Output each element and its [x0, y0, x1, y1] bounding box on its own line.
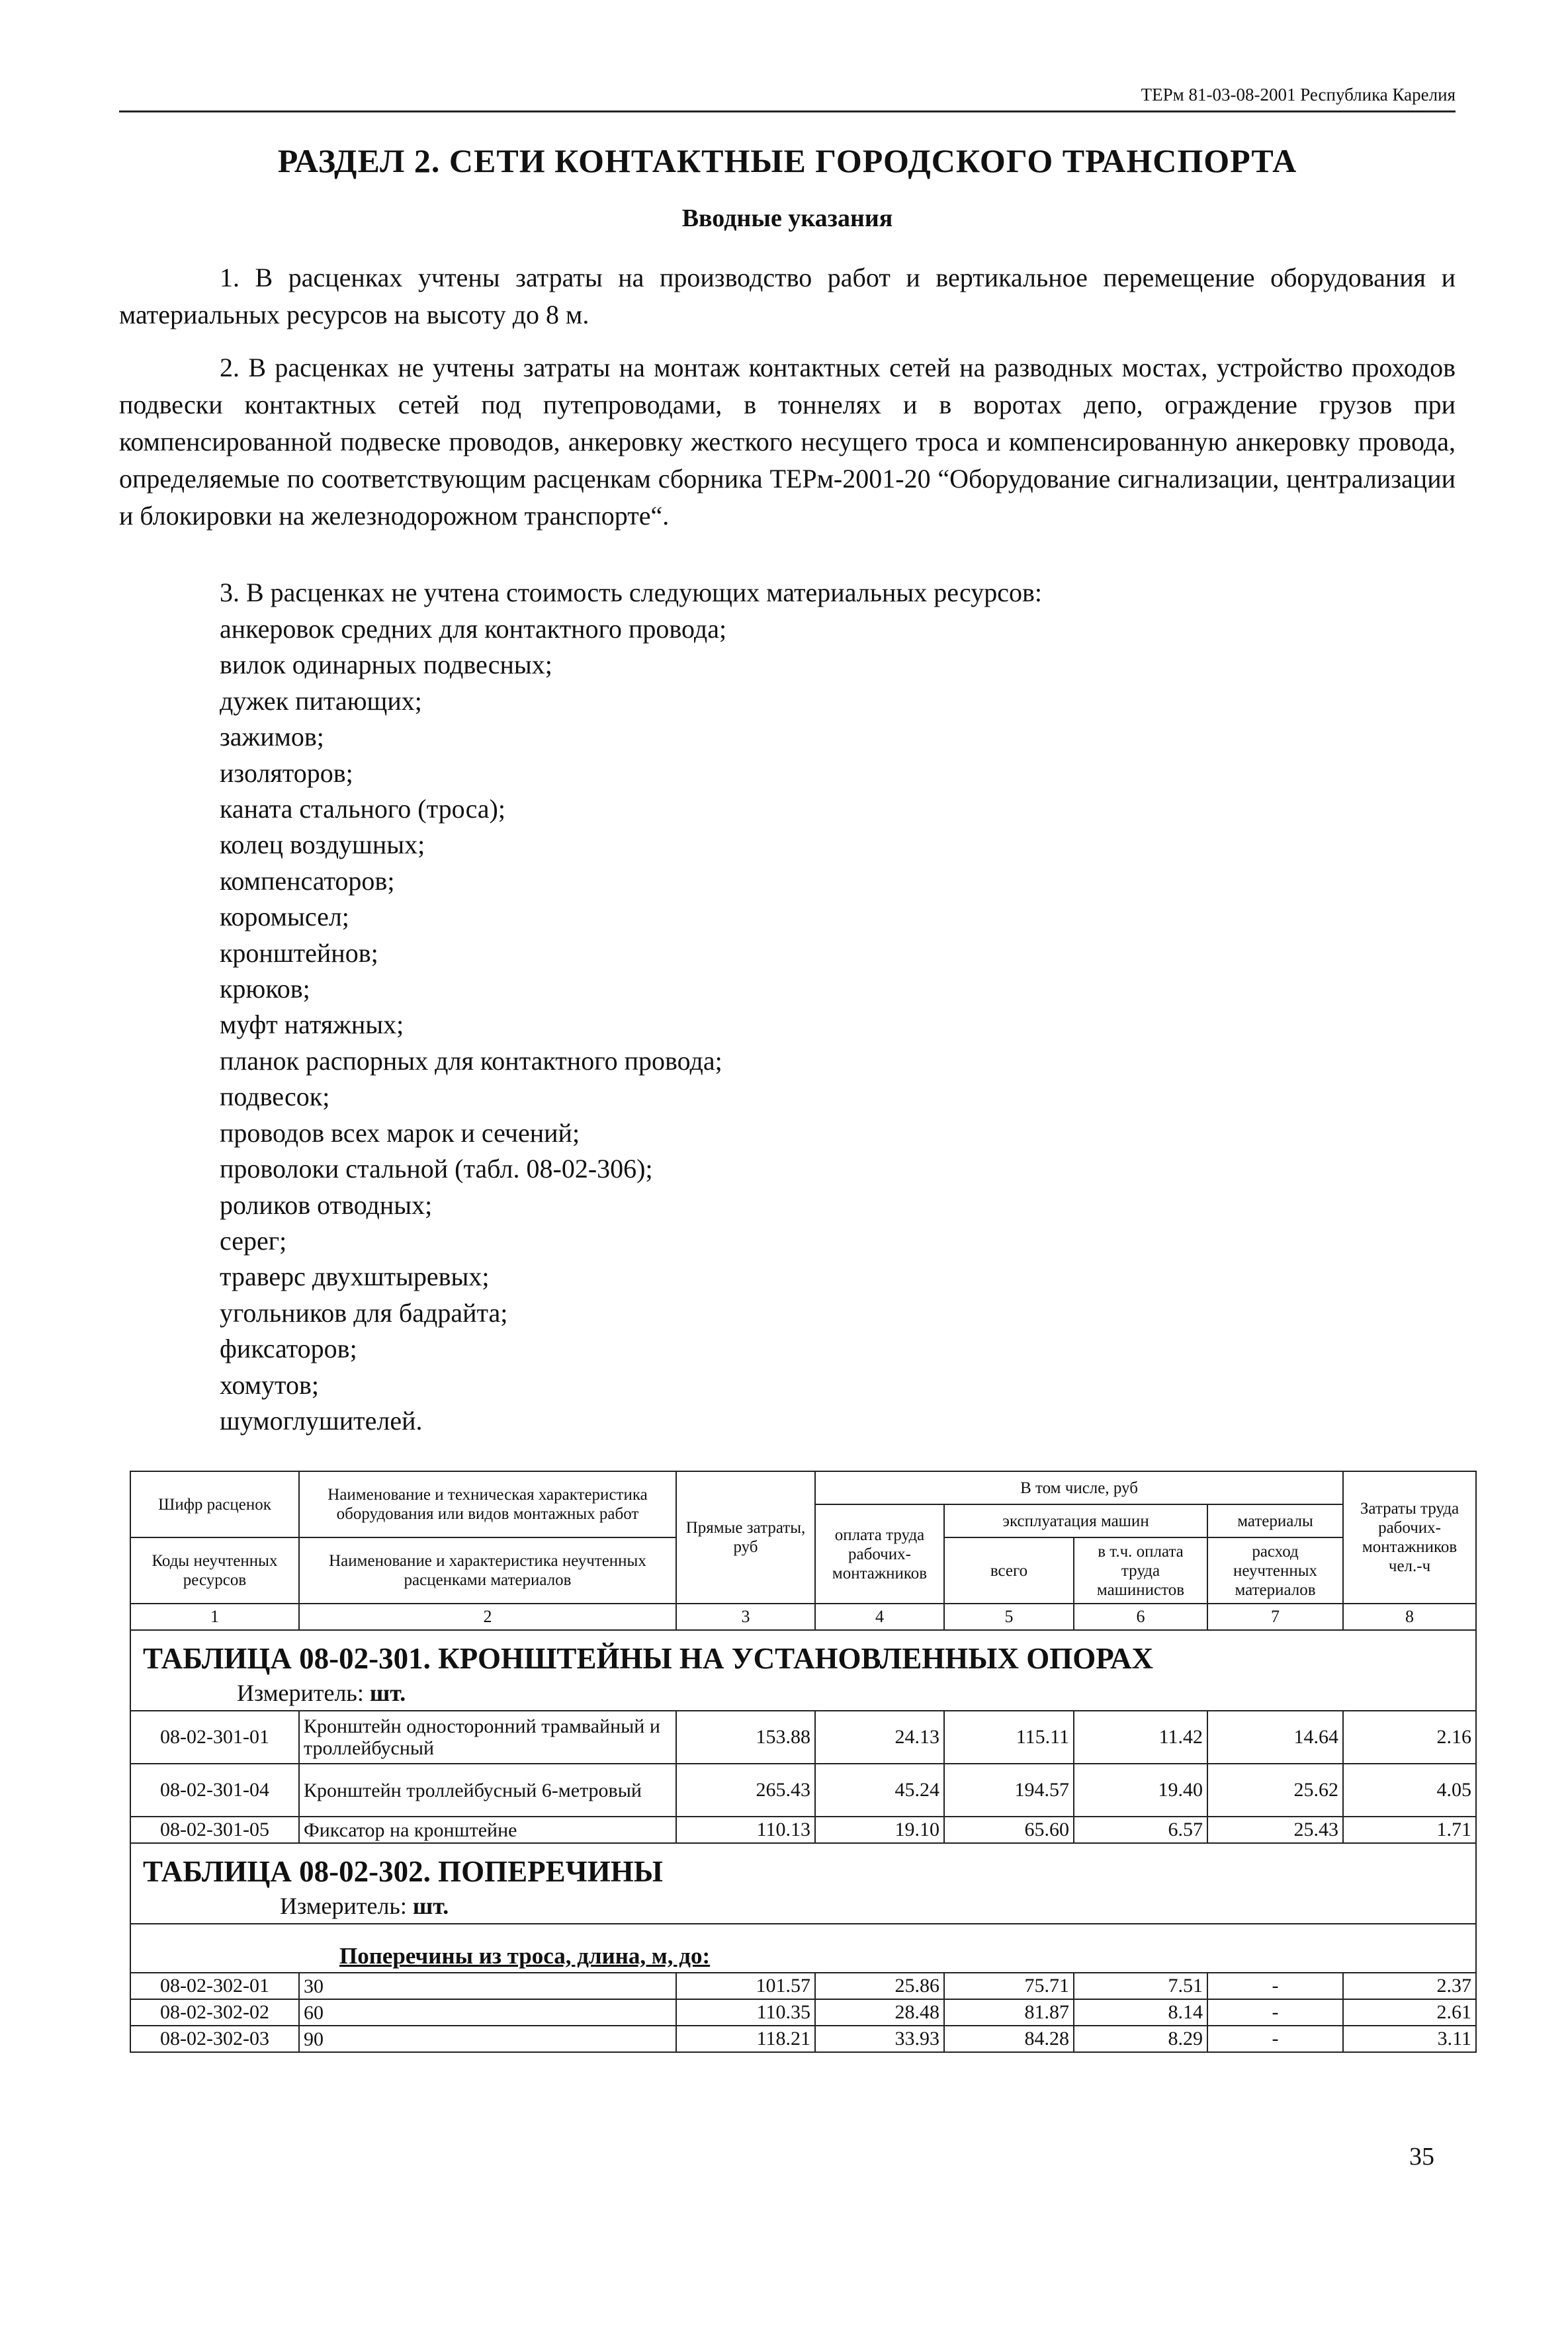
direct-costs: 265.43 — [676, 1764, 815, 1817]
list-item: вилок одинарных подвесных; — [220, 650, 552, 680]
header-materialy: материалы — [1207, 1504, 1343, 1537]
machines-total: 115.11 — [944, 1711, 1074, 1764]
machinists-pay: 8.14 — [1074, 1999, 1207, 2026]
running-header: ТЕРм 81-03-08-2001 Республика Карелия — [119, 85, 1456, 112]
rate-code: 08-02-301-01 — [130, 1711, 299, 1764]
list-item: серег; — [220, 1225, 287, 1256]
header-zatraty-truda: Затраты труда рабочих-монтажников чел.-ч — [1343, 1471, 1476, 1604]
machinists-pay: 6.57 — [1074, 1817, 1207, 1843]
rate-code: 08-02-301-05 — [130, 1817, 299, 1843]
rate-code: 08-02-301-04 — [130, 1764, 299, 1817]
header-oplata-mashinistov: в т.ч. оплата труда машинистов — [1074, 1537, 1207, 1604]
column-number: 6 — [1074, 1604, 1207, 1630]
column-number: 1 — [130, 1604, 299, 1630]
materials-cost: 25.62 — [1207, 1764, 1343, 1817]
direct-costs: 153.88 — [676, 1711, 815, 1764]
machinists-pay: 7.51 — [1074, 1973, 1207, 1999]
header-ekspluatatsiya: эксплуатация машин — [944, 1504, 1207, 1537]
intro-heading: Вводные указания — [681, 204, 893, 232]
unaccounted-materials-list — [220, 611, 726, 1439]
table-row — [130, 2026, 1476, 2052]
materials-cost: - — [1207, 2026, 1343, 2052]
header-naimenovanie: Наименование и техническая характеристика оборудования или видов монтажных работ — [299, 1471, 676, 1537]
header-naimenovanie-materialov: Наименование и характеристика неучтенных расценками материалов — [299, 1537, 676, 1604]
list-item: каната стального (троса); — [220, 794, 505, 824]
header-oplata-truda: оплата труда рабочих-монтажников — [815, 1504, 944, 1604]
table-measure-08-02-301 — [130, 1677, 1476, 1711]
labor-pay: 28.48 — [815, 1999, 944, 2026]
rate-name: Кронштейн односторонний трамвайный и троллейбусный — [299, 1711, 676, 1764]
table-row — [130, 1999, 1476, 2026]
labor-hours: 2.61 — [1343, 1999, 1476, 2026]
rate-name: Кронштейн троллейбусный 6-метровый — [299, 1764, 676, 1817]
labor-hours: 2.16 — [1343, 1711, 1476, 1764]
list-item: шумоглушителей. — [220, 1405, 423, 1436]
measure-label: Измеритель: — [280, 1893, 407, 1919]
intro-paragraph-3: 3. В расценках не учтена стоимость следующих материальных ресурсов: — [220, 578, 1043, 607]
table-measure-08-02-302 — [130, 1890, 1476, 1924]
labor-hours: 4.05 — [1343, 1764, 1476, 1817]
header-vsego: всего — [944, 1537, 1074, 1604]
list-item: угольников для бадрайта; — [220, 1297, 508, 1328]
list-item: подвесок; — [220, 1082, 330, 1112]
list-item: зажимов; — [220, 722, 324, 752]
list-item: муфт натяжных; — [220, 1010, 404, 1040]
measure-unit: шт. — [369, 1680, 406, 1706]
column-number: 2 — [299, 1604, 676, 1630]
header-kody-resursov: Коды неучтенных ресурсов — [130, 1537, 299, 1604]
table-row — [130, 1711, 1476, 1764]
table-row — [130, 1973, 1476, 1999]
list-item: крюков; — [220, 974, 310, 1004]
list-item: проводов всех марок и сечений; — [220, 1117, 580, 1148]
table-subheading — [130, 1924, 1476, 1973]
column-number: 5 — [944, 1604, 1074, 1630]
header-v-tom-chisle: В том числе, руб — [815, 1471, 1343, 1504]
materials-cost: 14.64 — [1207, 1711, 1343, 1764]
rate-code: 08-02-302-02 — [130, 1999, 299, 2026]
machines-total: 65.60 — [944, 1817, 1074, 1843]
rate-name: 30 — [299, 1973, 676, 1999]
rate-name: 60 — [299, 1999, 676, 2026]
list-item: траверс двухштыревых; — [220, 1262, 490, 1292]
materials-cost: - — [1207, 1999, 1343, 2026]
intro-paragraph-1: 1. В расценках учтены затраты на производство работ и вертикальное перемещение оборудования и материальных ресурсов на высоту до 8 м. — [119, 263, 1456, 329]
table-title-08-02-302: ТАБЛИЦА 08-02-302. ПОПЕРЕЧИНЫ — [130, 1843, 1476, 1890]
list-item: компенсаторов; — [220, 865, 395, 896]
header-pryamye-zatraty: Прямые затраты, руб — [676, 1471, 815, 1604]
machines-total: 194.57 — [944, 1764, 1074, 1817]
labor-hours: 1.71 — [1343, 1817, 1476, 1843]
list-item: проволоки стальной (табл. 08-02-306); — [220, 1154, 653, 1184]
direct-costs: 118.21 — [676, 2026, 815, 2052]
list-item: дужек питающих; — [220, 685, 422, 716]
machines-total: 81.87 — [944, 1999, 1074, 2026]
list-item: планок распорных для контактного провода; — [220, 1045, 722, 1076]
list-item: коромысел; — [220, 902, 349, 932]
measure-unit: шт. — [412, 1893, 449, 1919]
labor-pay: 24.13 — [815, 1711, 944, 1764]
machinists-pay: 11.42 — [1074, 1711, 1207, 1764]
materials-cost: - — [1207, 1973, 1343, 1999]
machines-total: 75.71 — [944, 1973, 1074, 1999]
labor-pay: 45.24 — [815, 1764, 944, 1817]
labor-pay: 33.93 — [815, 2026, 944, 2052]
list-item: анкеровок средних для контактного провода; — [220, 614, 727, 644]
materials-cost: 25.43 — [1207, 1817, 1343, 1843]
labor-hours: 3.11 — [1343, 2026, 1476, 2052]
direct-costs: 110.13 — [676, 1817, 815, 1843]
machinists-pay: 8.29 — [1074, 2026, 1207, 2052]
header-raskhod-materialov: расход неучтенных материалов — [1207, 1537, 1343, 1604]
rate-code: 08-02-302-01 — [130, 1973, 299, 1999]
list-item: кронштейнов; — [220, 937, 378, 968]
table-row — [130, 1817, 1476, 1843]
direct-costs: 110.35 — [676, 1999, 815, 2026]
subheading-text: Поперечины из троса, длина, м, до: — [339, 1943, 711, 1969]
page-number: 35 — [1409, 2143, 1434, 2171]
list-item: хомутов; — [220, 1369, 319, 1400]
table-title-08-02-301: ТАБЛИЦА 08-02-301. КРОНШТЕЙНЫ НА УСТАНОВЛЕННЫХ ОПОРАХ — [130, 1630, 1476, 1677]
labor-hours: 2.37 — [1343, 1973, 1476, 1999]
list-item: колец воздушных; — [220, 830, 425, 860]
list-item: изоляторов; — [220, 757, 353, 788]
table-row — [130, 1764, 1476, 1817]
column-number: 3 — [676, 1604, 815, 1630]
column-number: 8 — [1343, 1604, 1476, 1630]
measure-label: Измеритель: — [237, 1680, 364, 1706]
labor-pay: 19.10 — [815, 1817, 944, 1843]
rate-name: 90 — [299, 2026, 676, 2052]
list-item: фиксаторов; — [220, 1334, 357, 1364]
rate-name: Фиксатор на кронштейне — [299, 1817, 676, 1843]
direct-costs: 101.57 — [676, 1973, 815, 1999]
column-number: 7 — [1207, 1604, 1343, 1630]
header-shifr: Шифр расценок — [130, 1471, 299, 1537]
machines-total: 84.28 — [944, 2026, 1074, 2052]
rate-code: 08-02-302-03 — [130, 2026, 299, 2052]
intro-paragraph-2: 2. В расценках не учтены затраты на монтаж контактных сетей на разводных мостах, устройство проходов подвески контактных сетей под путепроводами, в тоннелях и в воротах депо, ограждение грузов при компенсированной подвеске проводов, анкеровку жесткого несущего троса и компенсированную анкеровку провода, определяемые по соответствующим расценкам сборника ТЕРм-2001-20 “Оборудование сигнализации, централизации и блокировки на железнодорожном транспорте“. — [119, 353, 1456, 531]
labor-pay: 25.86 — [815, 1973, 944, 1999]
rates-table — [130, 1471, 1477, 2053]
machinists-pay: 19.40 — [1074, 1764, 1207, 1817]
section-title: РАЗДЕЛ 2. СЕТИ КОНТАКТНЫЕ ГОРОДСКОГО ТРАНСПОРТА — [277, 142, 1297, 179]
list-item: роликов отводных; — [220, 1189, 433, 1220]
column-number: 4 — [815, 1604, 944, 1630]
